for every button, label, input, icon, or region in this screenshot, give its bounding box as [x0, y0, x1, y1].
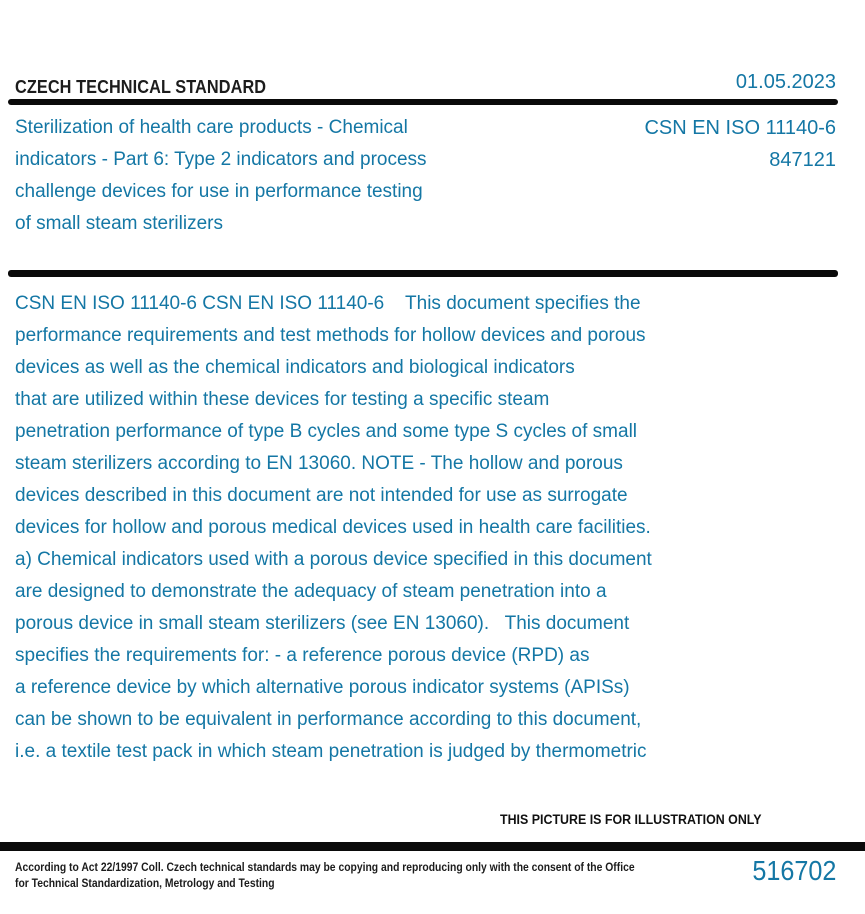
abstract-line: are designed to demonstrate the adequacy of steam penetration into a: [15, 581, 607, 602]
title-divider-rule: [8, 270, 838, 277]
title-line: Sterilization of health care products - Chemical: [15, 117, 408, 138]
abstract-line: a reference device by which alternative porous indicator systems (APISs): [15, 677, 630, 698]
illustration-only-note: THIS PICTURE IS FOR ILLUSTRATION ONLY: [500, 812, 762, 827]
title-line: challenge devices for use in performance testing: [15, 181, 423, 202]
abstract-line: specifies the requirements for: - a reference porous device (RPD) as: [15, 645, 590, 666]
abstract-line: i.e. a textile test pack in which steam penetration is judged by thermometric: [15, 741, 647, 762]
copyright-notice: [15, 861, 635, 892]
abstract-line: devices for hollow and porous medical devices used in health care facilities.: [15, 517, 651, 538]
abstract-line: penetration performance of type B cycles and some type S cycles of small: [15, 421, 638, 442]
standard-type-label: CZECH TECHNICAL STANDARD: [15, 76, 267, 97]
standard-codes: [644, 112, 836, 176]
abstract-line: that are utilized within these devices for testing a specific steam: [15, 389, 550, 410]
copyright-line: for Technical Standardization, Metrology and Testing: [15, 877, 275, 890]
document-number: 516702: [751, 855, 836, 886]
standard-code: CSN EN ISO 11140-6: [644, 117, 836, 139]
classification-code: 847121: [769, 149, 836, 171]
header-divider-rule: [8, 99, 838, 105]
title-line: of small steam sterilizers: [15, 213, 223, 234]
abstract-line: CSN EN ISO 11140-6 CSN EN ISO 11140-6 This document specifies the: [15, 293, 641, 314]
abstract-line: porous device in small steam sterilizers (see EN 13060). This document: [15, 613, 630, 634]
abstract-line: steam sterilizers according to EN 13060. NOTE - The hollow and porous: [15, 453, 623, 474]
abstract-text: [15, 288, 815, 768]
abstract-line: can be shown to be equivalent in performance according to this document,: [15, 709, 642, 730]
abstract-line: performance requirements and test methods for hollow devices and porous: [15, 325, 646, 346]
copyright-line: According to Act 22/1997 Coll. Czech technical standards may be copying and reproducing only with the consent of the Office: [15, 862, 635, 874]
issue-date: 01.05.2023: [735, 71, 836, 93]
title-line: indicators - Part 6: Type 2 indicators and process: [15, 149, 427, 170]
abstract-line: devices described in this document are not intended for use as surrogate: [15, 485, 628, 506]
abstract-line: devices as well as the chemical indicators and biological indicators: [15, 357, 575, 378]
document-title: [15, 112, 575, 240]
footer-divider-rule: [0, 842, 865, 851]
abstract-line: a) Chemical indicators used with a porous device specified in this document: [15, 549, 652, 570]
